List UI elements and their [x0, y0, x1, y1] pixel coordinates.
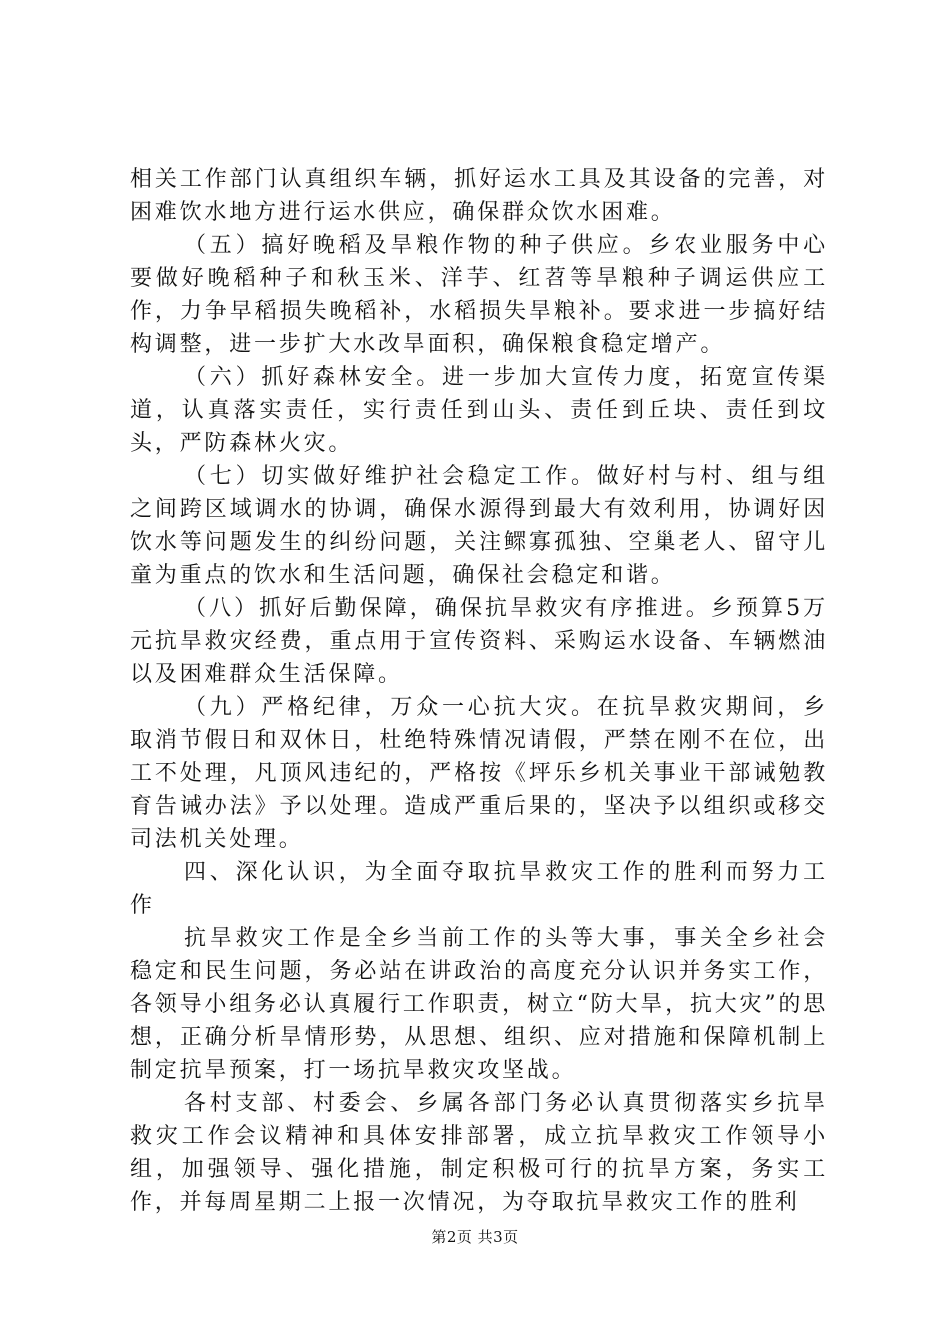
paragraph-item-6: （六）抓好森林安全。进一步加大宣传力度，拓宽宣传渠道，认真落实责任，实行责任到山头、责任到丘块、责任到坟头，严防森林火灾。: [130, 365, 828, 456]
document-body: [130, 163, 828, 1219]
paragraph-item-7: （七）切实做好维护社会稳定工作。做好村与村、组与组之间跨区域调水的协调，确保水源得到最大有效利用，协调好因饮水等问题发生的纠纷问题，关注鳏寡孤独、空巢老人、留守儿童为重点的饮水和生活问题，确保社会稳定和谐。: [130, 464, 828, 588]
section-heading-4: 四、深化认识，为全面夺取抗旱救灾工作的胜利而努力工作: [130, 860, 828, 918]
paragraph-item-5: （五）搞好晚稻及旱粮作物的种子供应。乡农业服务中心要做好晚稻种子和秋玉米、洋芋、红苕等旱粮种子调运供应工作，力争早稻损失晚稻补，水稻损失旱粮补。要求进一步搞好结构调整，进一步扩大水改旱面积，确保粮食稳定增产。: [130, 233, 828, 357]
paragraph-continuation: 相关工作部门认真组织车辆，抓好运水工具及其设备的完善，对困难饮水地方进行运水供应，确保群众饮水困难。: [130, 167, 828, 225]
paragraph-section-4-body-1: 抗旱救灾工作是全乡当前工作的头等大事，事关全乡社会稳定和民生问题，务必站在讲政治的高度充分认识并务实工作，各领导小组务必认真履行工作职责，树立“防大旱，抗大灾”的思想，正确分析旱情形势，从思想、组织、应对措施和保障机制上制定抗旱预案，打一场抗旱救灾攻坚战。: [130, 926, 828, 1083]
paragraph-item-8: （八）抓好后勤保障，确保抗旱救灾有序推进。乡预算5万元抗旱救灾经费，重点用于宣传资料、采购运水设备、车辆燃油以及困难群众生活保障。: [130, 596, 828, 687]
page-number-label: 第2页 共3页: [431, 1228, 519, 1246]
paragraph-item-9: （九）严格纪律，万众一心抗大灾。在抗旱救灾期间，乡取消节假日和双休日，杜绝特殊情况请假，严禁在刚不在位，出工不处理，凡顶风违纪的，严格按《坪乐乡机关事业干部诫勉教育告诫办法》予以处理。造成严重后果的，坚决予以组织或移交司法机关处理。: [130, 695, 828, 852]
paragraph-section-4-body-2: 各村支部、村委会、乡属各部门务必认真贯彻落实乡抗旱救灾工作会议精神和具体安排部署，成立抗旱救灾工作领导小组，加强领导、强化措施，制定积极可行的抗旱方案，务实工作，并每周星期二上报一次情况，为夺取抗旱救灾工作的胜利: [130, 1091, 828, 1215]
page-footer: [0, 1227, 950, 1247]
